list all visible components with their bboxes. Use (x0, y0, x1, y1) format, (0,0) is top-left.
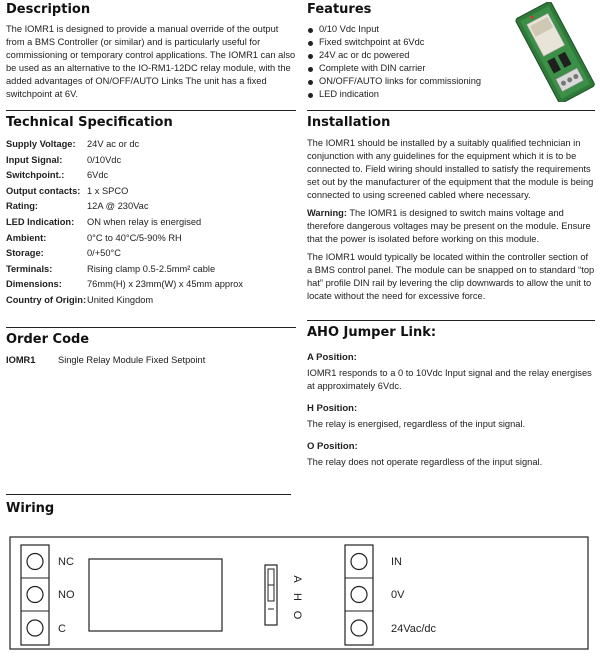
feature-item: LED indication (307, 88, 507, 101)
terminal-label-c: C (58, 623, 66, 635)
terminal-screw-icon (351, 620, 367, 636)
terminal-label-power: 24Vac/dc (391, 623, 437, 635)
table-row (6, 277, 243, 293)
terminal-label-nc: NC (58, 556, 74, 568)
product-image (515, 2, 597, 102)
spec-value: United Kingdom (87, 294, 154, 305)
description-section (6, 2, 296, 101)
spec-key: Ambient: (6, 232, 47, 243)
spec-value: 1 x SPCO (87, 185, 129, 196)
terminal-screw-icon (351, 554, 367, 570)
spec-key: Country of Origin: (6, 294, 87, 305)
installation-section (307, 110, 595, 308)
order-code-description: Single Relay Module Fixed Setpoint (58, 355, 206, 365)
spec-key: Switchpoint.: (6, 170, 65, 181)
wiring-section (6, 494, 291, 517)
description-heading: Description (6, 2, 91, 17)
installation-paragraph: The IOMR1 should be installed by a suitably qualified technician in conjunction with any guidelines for the equipment which it is to be connected to. Field wiring should installed to satisfy the requirements set out by the manufacturer of the equipment that the module is being connected to using screened cabled where necessary. (307, 138, 594, 200)
wiring-heading: Wiring (6, 501, 55, 516)
warning-label: Warning: (307, 208, 347, 218)
spec-value: 0°C to 40°C/5-90% RH (87, 232, 182, 243)
relay-box (89, 559, 222, 631)
spec-value: 12A @ 230Vac (87, 201, 149, 212)
order-code-heading: Order Code (6, 332, 90, 347)
installation-paragraph: The IOMR1 would typically be located within the controller section of a BMS control panel. The module can be snapped on to standard “top hat” profile DIN rail by levering the clip downwards to allow the unit to locate without the need for excessive force. (307, 252, 595, 301)
h-position-text: The relay is energised, regardless of the input signal. (307, 419, 526, 429)
jumper-label-a: A (291, 575, 303, 583)
feature-item: Fixed switchpoint at 6Vdc (307, 36, 507, 49)
spec-value: Rising clamp 0.5-2.5mm² cable (87, 263, 216, 274)
spec-key: Dimensions: (6, 279, 62, 290)
spec-key: Terminals: (6, 263, 53, 274)
aho-section (307, 320, 595, 478)
wiring-diagram (4, 533, 594, 653)
spec-value: 0/10Vdc (87, 154, 122, 165)
feature-item: ON/OFF/AUTO links for commissioning (307, 75, 507, 88)
o-position-title: O Position: (307, 441, 358, 452)
a-position-text: IOMR1 responds to a 0 to 10Vdc Input signal and the relay energises at approximately 6Vdc. (307, 368, 592, 391)
spec-key: LED Indication: (6, 216, 75, 227)
terminal-label-0v: 0V (391, 589, 405, 601)
feature-item: 0/10 Vdc Input (307, 23, 507, 36)
o-position-text: The relay does not operate regardless of the input signal. (307, 457, 543, 467)
spec-value: 0/+50°C (87, 248, 121, 259)
warning-text: The IOMR1 is designed to switch mains voltage and therefore dangerous voltages may be present on the module. Ensure that the power is isolated before working on this module. (307, 208, 591, 244)
table-row (6, 262, 243, 278)
spec-key: Rating: (6, 201, 39, 212)
table-row (6, 293, 243, 309)
feature-item: Complete with DIN carrier (307, 62, 507, 75)
spec-value: 24V ac or dc (87, 139, 140, 149)
terminal-screw-icon (351, 587, 367, 603)
table-row (6, 215, 243, 231)
installation-heading: Installation (307, 115, 391, 130)
spec-key: Storage: (6, 248, 44, 259)
features-heading: Features (307, 2, 372, 17)
jumper-label-o: O (291, 610, 303, 620)
tech-spec-section (6, 110, 296, 309)
h-position-title: H Position: (307, 403, 358, 414)
order-code-value: IOMR1 (6, 355, 36, 365)
terminal-screw-icon (27, 554, 43, 570)
jumper-link (265, 565, 277, 625)
right-terminal-block (345, 545, 373, 645)
terminal-label-no: NO (58, 589, 75, 601)
terminal-screw-icon (27, 620, 43, 636)
jumper-label-h: H (291, 593, 303, 601)
spec-value: ON when relay is energised (87, 216, 202, 227)
terminal-screw-icon (27, 587, 43, 603)
terminal-label-in: IN (391, 556, 402, 568)
order-code-section (6, 327, 296, 367)
a-position-title: A Position: (307, 352, 357, 363)
spec-value: 76mm(H) x 23mm(W) x 45mm approx (87, 279, 243, 290)
tech-spec-table (6, 137, 243, 309)
table-row (6, 231, 243, 247)
left-terminal-block (21, 545, 49, 645)
features-list (307, 23, 507, 102)
table-row (6, 137, 243, 153)
spec-key: Input Signal: (6, 154, 63, 165)
spec-key: Output contacts: (6, 185, 81, 196)
spec-key: Supply Voltage: (6, 139, 76, 149)
spec-value: 6Vdc (87, 170, 109, 181)
order-code-row (6, 354, 296, 367)
installation-warning (307, 207, 595, 246)
aho-heading: AHO Jumper Link: (307, 325, 437, 340)
table-row (6, 246, 243, 262)
description-text: The IOMR1 is designed to provide a manual override of the output from a BMS Controller (or similar) and is particularly useful for commissioning or temporary control applications. The IOMR1 can also be used as an alternative to the IO-RM1-12DC relay module, with the added advantages of ON/OFF/AUTO Links The unit has a fixed switchpoint at 6V. (6, 24, 296, 99)
tech-spec-heading: Technical Specification (6, 115, 173, 130)
table-row (6, 199, 243, 215)
table-row (6, 168, 243, 184)
feature-item: 24V ac or dc powered (307, 49, 507, 62)
table-row (6, 184, 243, 200)
table-row (6, 153, 243, 169)
features-section (307, 2, 507, 102)
